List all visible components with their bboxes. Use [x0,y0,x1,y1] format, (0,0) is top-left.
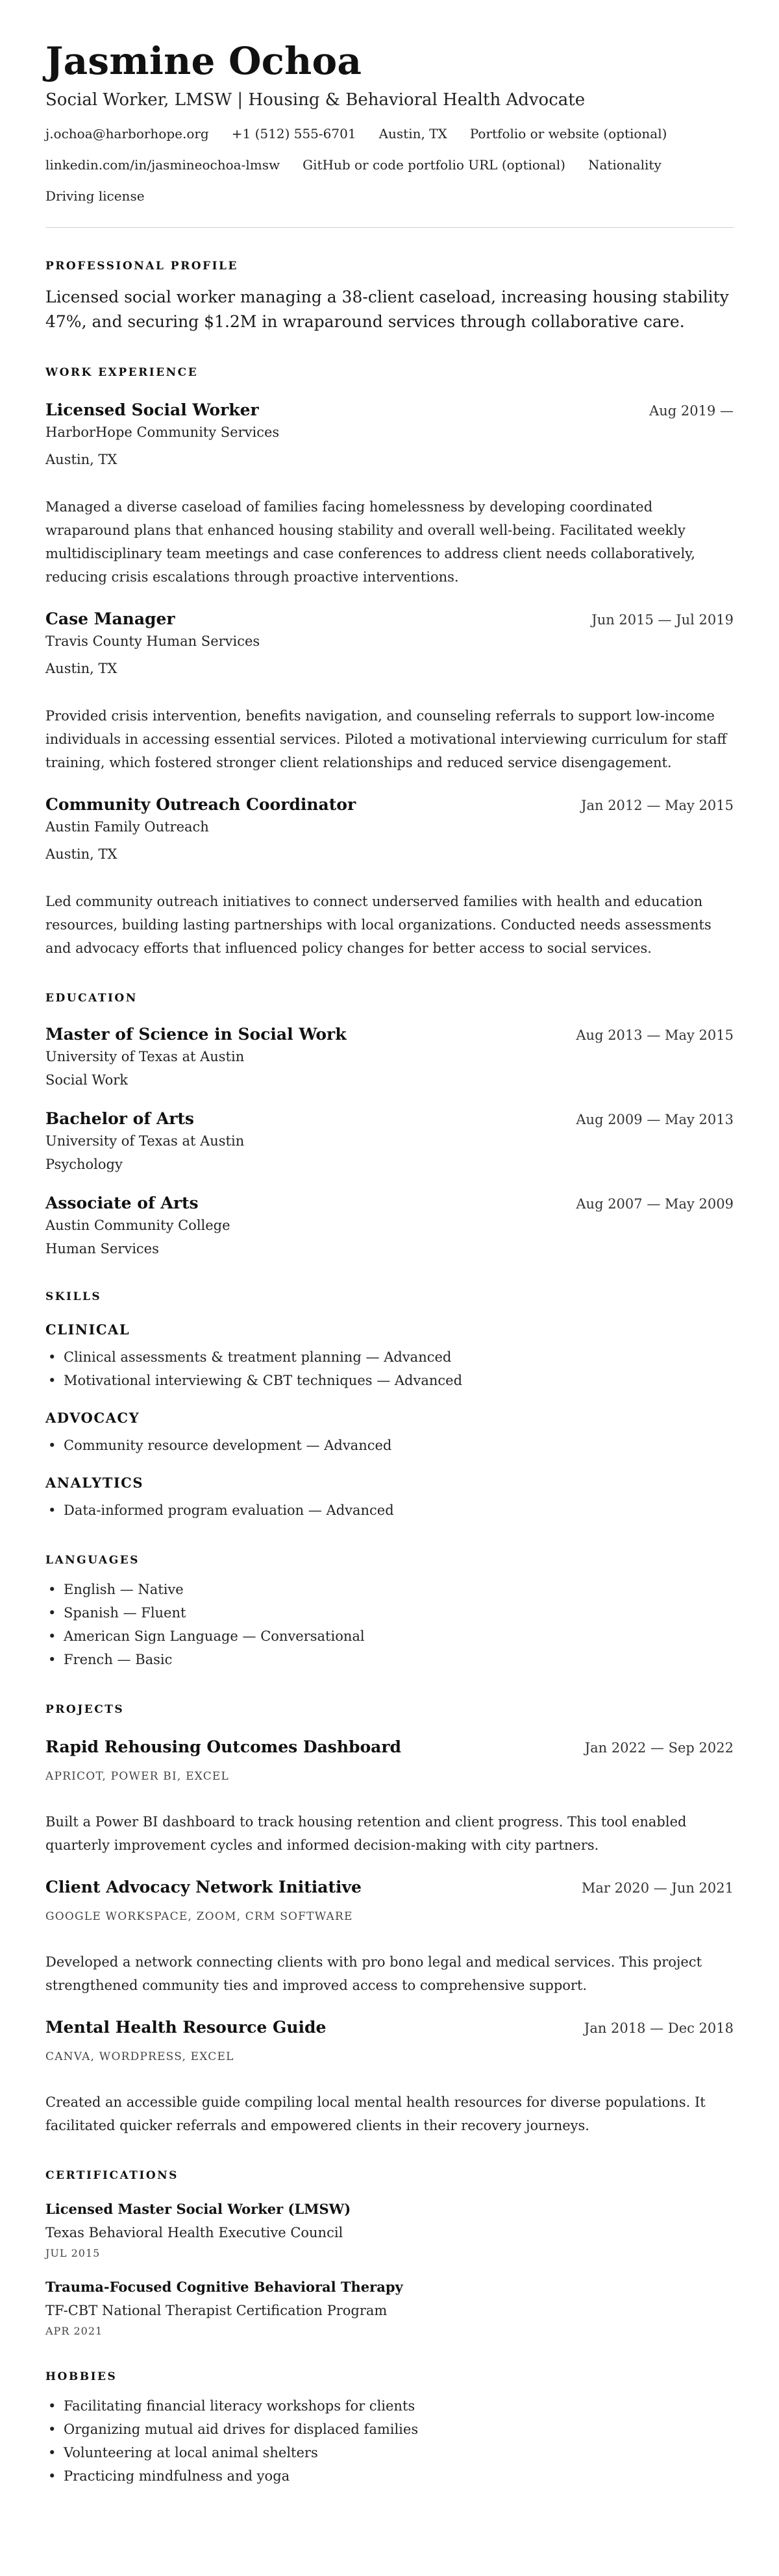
section-title: LANGUAGES [45,1554,140,1567]
degree-title: Bachelor of Arts [45,1109,195,1128]
hobbies-section [45,2370,734,2488]
project-dates: Jan 2018 — Dec 2018 [584,2020,734,2036]
entry-header [45,794,734,816]
contact-portfolio[interactable]: Portfolio or website (optional) [469,126,667,141]
project-entry [45,1736,734,1857]
skill-list [45,1434,734,1457]
skill-group-title: ANALYTICS [45,1475,144,1491]
section-title: SKILLS [45,1290,102,1303]
contact-email[interactable]: j.ochoa@harborhope.org [45,126,209,141]
section-title: PROFESSIONAL PROFILE [45,260,238,273]
candidate-name: Jasmine Ochoa [45,39,362,83]
job-description: Provided crisis intervention, benefits navigation, and counseling referrals to support low-income individuals in accessing essential services. Piloted a motivational interviewing curriculum for staff training, which fostered stronger client relationships and reduced service disengagement. [45,708,727,770]
certification-entry [45,2200,734,2261]
job-location: Austin, TX [45,661,117,676]
certification-date: JUL 2015 [45,2247,101,2259]
job-location: Austin, TX [45,846,117,862]
certification-issuer: Texas Behavioral Health Executive Council [45,2225,343,2240]
candidate-headline: Social Worker, LMSW | Housing & Behavioral Health Advocate [45,90,586,110]
employer: HarborHope Community Services [45,424,280,440]
hobby-item: • Organizing mutual aid drives for displaced families [45,2418,734,2441]
language-item: • English — Native [45,1578,734,1601]
job-dates: Jan 2012 — May 2015 [581,798,734,813]
project-dates: Jan 2022 — Sep 2022 [584,1740,734,1756]
entry-header [45,1024,734,1046]
employer: Austin Family Outreach [45,819,209,835]
job-title: Community Outreach Coordinator [45,795,356,814]
entry-header [45,2017,734,2039]
contact-driving-license: Driving license [45,188,145,204]
contact-nationality: Nationality [587,157,662,173]
profile-section [45,259,734,334]
certification-issuer: TF-CBT National Therapist Certification Program [45,2303,388,2318]
school-name: University of Texas at Austin [45,1133,245,1149]
experience-entry [45,399,734,589]
education-dates: Aug 2009 — May 2013 [576,1112,734,1127]
project-tech-stack: APRICOT, POWER BI, EXCEL [45,1770,230,1783]
skills-section [45,1290,734,1522]
resume-header [45,38,734,205]
experience-entry [45,608,734,774]
contact-row-2 [45,156,734,174]
project-entry [45,1876,734,1997]
project-description: Created an accessible guide compiling local mental health resources for diverse populations. It facilitated quicker referrals and empowered clients in their recovery journeys. [45,2094,706,2133]
job-dates: Aug 2019 — [649,403,734,419]
entry-header [45,608,734,630]
contact-phone[interactable]: +1 (512) 555-6701 [231,126,356,141]
skill-group-title: CLINICAL [45,1321,130,1338]
skill-list [45,1499,734,1522]
skill-item: • Community resource development — Advanced [45,1434,734,1457]
contact-location: Austin, TX [378,126,447,141]
job-description: Managed a diverse caseload of families facing homelessness by developing coordinated wraparound plans that enhanced housing stability and overall well-being. Facilitated weekly multidisciplinary team meetings and case conferences to address client needs collaboratively, reducing crisis escalations through proactive interventions. [45,499,695,585]
degree-title: Master of Science in Social Work [45,1025,347,1044]
contact-github[interactable]: GitHub or code portfolio URL (optional) [303,157,565,173]
project-description: Developed a network connecting clients with pro bono legal and medical services. This project strengthened community ties and improved access to comprehensive support. [45,1954,702,1993]
hobby-item: • Facilitating financial literacy workshops for clients [45,2394,734,2418]
skill-item: • Motivational interviewing & CBT techniques — Advanced [45,1369,734,1392]
field-of-study: Human Services [45,1241,159,1257]
certification-entry [45,2277,734,2338]
entry-header [45,399,734,421]
job-title: Case Manager [45,609,175,628]
project-name: Rapid Rehousing Outcomes Dashboard [45,1737,402,1756]
project-name: Mental Health Resource Guide [45,2018,327,2037]
certification-date: APR 2021 [45,2325,103,2337]
profile-summary: Licensed social worker managing a 38-client caseload, increasing housing stability 47%, and securing $1.2M in wraparound services through collaborative care. [45,288,729,331]
job-title: Licensed Social Worker [45,400,259,419]
employer: Travis County Human Services [45,633,260,649]
project-entry [45,2017,734,2137]
contact-row-3 [45,187,734,205]
entry-header [45,1736,734,1758]
field-of-study: Psychology [45,1157,123,1172]
entry-header [45,1192,734,1214]
section-title: EDUCATION [45,992,138,1005]
hobby-item: • Practicing mindfulness and yoga [45,2464,734,2488]
contact-linkedin[interactable]: linkedin.com/in/jasmineochoa-lmsw [45,157,280,173]
certification-name: Licensed Master Social Worker (LMSW) [45,2201,351,2217]
skill-item: • Data-informed program evaluation — Advanced [45,1499,734,1522]
education-entry [45,1024,734,1090]
education-dates: Aug 2007 — May 2009 [576,1196,734,1212]
degree-title: Associate of Arts [45,1194,199,1212]
project-tech-stack: CANVA, WORDPRESS, EXCEL [45,2050,234,2063]
projects-section [45,1702,734,2137]
language-item: • Spanish — Fluent [45,1601,734,1625]
hobby-list [45,2394,734,2488]
section-title: CERTIFICATIONS [45,2169,179,2182]
skill-group-title: ADVOCACY [45,1410,140,1426]
skill-list [45,1345,734,1392]
certifications-section [45,2168,734,2338]
entry-header [45,1108,734,1130]
hobby-item: • Volunteering at local animal shelters [45,2441,734,2464]
education-dates: Aug 2013 — May 2015 [576,1027,734,1043]
field-of-study: Social Work [45,1072,128,1088]
project-description: Built a Power BI dashboard to track housing retention and client progress. This tool enabled quarterly improvement cycles and informed decision-making with city partners. [45,1814,687,1853]
job-description: Led community outreach initiatives to connect underserved families with health and education resources, building lasting partnerships with local organizations. Conducted needs assessments and advocacy efforts that influenced policy changes for better access to social services. [45,894,711,956]
section-title: HOBBIES [45,2370,117,2383]
education-section [45,991,734,1258]
experience-entry [45,794,734,960]
school-name: Austin Community College [45,1218,230,1233]
education-entry [45,1192,734,1258]
experience-section [45,365,734,960]
header-divider [45,227,734,228]
contact-row-1 [45,125,734,143]
project-name: Client Advocacy Network Initiative [45,1878,362,1896]
project-tech-stack: GOOGLE WORKSPACE, ZOOM, CRM SOFTWARE [45,1910,353,1923]
language-item: • American Sign Language — Conversational [45,1625,734,1648]
education-entry [45,1108,734,1174]
job-location: Austin, TX [45,452,117,467]
project-dates: Mar 2020 — Jun 2021 [581,1880,734,1896]
language-item: • French — Basic [45,1648,734,1671]
certification-name: Trauma-Focused Cognitive Behavioral Therapy [45,2279,403,2295]
section-title: WORK EXPERIENCE [45,366,199,379]
school-name: University of Texas at Austin [45,1049,245,1064]
job-dates: Jun 2015 — Jul 2019 [591,612,734,628]
section-title: PROJECTS [45,1703,125,1716]
languages-section [45,1553,734,1671]
entry-header [45,1876,734,1898]
language-list [45,1578,734,1671]
skill-item: • Clinical assessments & treatment planning — Advanced [45,1345,734,1369]
